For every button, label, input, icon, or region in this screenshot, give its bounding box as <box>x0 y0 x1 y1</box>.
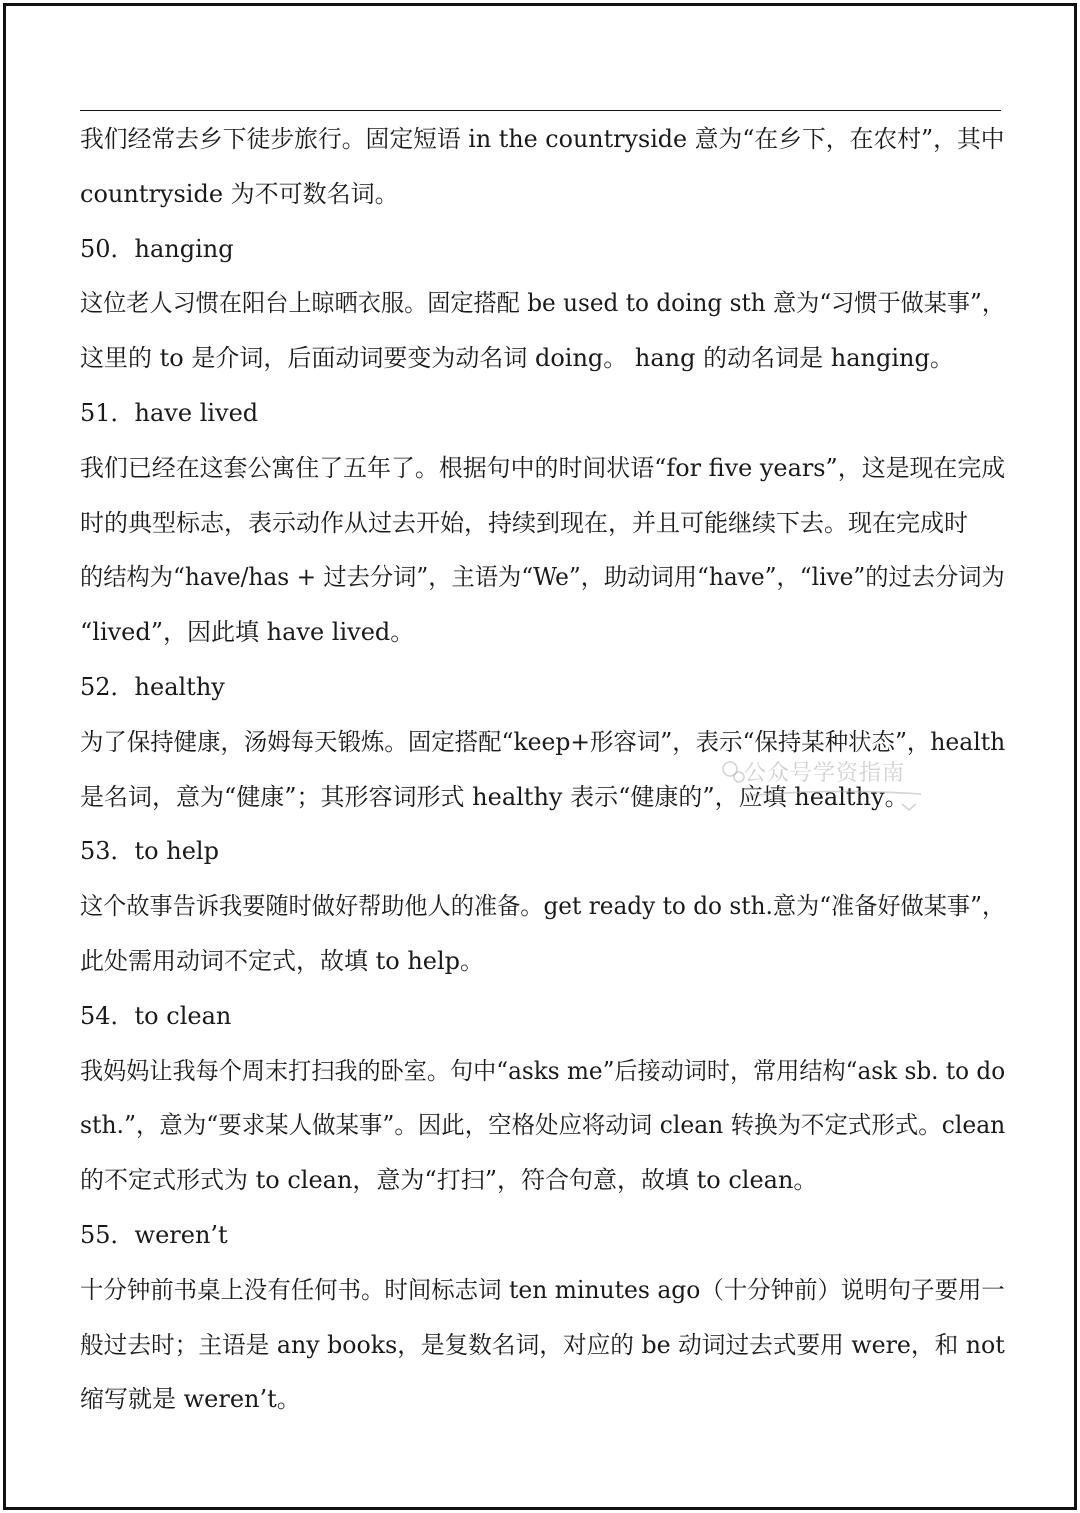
text-line: 我妈妈让我每个周末打扫我的卧室。句中“asks me”后接动词时，常用结构“ask sb. to do <box>80 1056 1006 1085</box>
text-line: 这里的 to 是介词，后面动词要变为动名词 doing。 hang 的动名词是 hanging。 <box>80 344 954 373</box>
text-line: “lived”，因此填 have lived。 <box>80 618 415 647</box>
answer-number-heading: 54．to clean <box>80 1001 232 1030</box>
watermark-text: 公众号学资指南 <box>744 761 906 786</box>
text-line: sth.”，意为“要求某人做某事”。因此，空格处应将动词 clean 转换为不定式形式。clean <box>80 1111 1006 1140</box>
text-line: 的不定式形式为 to clean，意为“打扫”，符合句意，故填 to clean。 <box>80 1166 818 1195</box>
answer-number-heading: 50．hanging <box>80 234 234 263</box>
text-line: 的结构为“have/has + 过去分词”，主语为“We”，助动词用“have”，“live”的过去分词为 <box>80 563 1005 592</box>
answer-number-heading: 55．weren’t <box>80 1220 228 1249</box>
text-line: 为了保持健康，汤姆每天锻炼。固定搭配“keep+形容词”，表示“保持某种状态”，health <box>80 727 1006 756</box>
text-line: 此处需用动词不定式，故填 to help。 <box>80 946 485 975</box>
text-line: 这位老人习惯在阳台上晾晒衣服。固定搭配 be used to doing sth 意为“习惯于做某事”， <box>80 289 1006 318</box>
text-line: 时的典型标志，表示动作从过去开始，持续到现在，并且可能继续下去。现在完成时 <box>80 508 968 537</box>
text-line: 我们经常去乡下徒步旅行。固定短语 in the countryside 意为“在乡下，在农村”，其中 <box>80 125 1005 153</box>
answer-number-heading: 51．have lived <box>80 398 259 427</box>
answer-number-heading: 52．healthy <box>80 672 225 701</box>
text-line: 般过去时；主语是 any books，是复数名词，对应的 be 动词过去式要用 were，和 not <box>80 1330 1005 1359</box>
text-line: 是名词，意为“健康”；其形容词形式 healthy 表示“健康的”，应填 healthy。 <box>80 782 909 811</box>
text-line: 这个故事告诉我要随时做好帮助他人的准备。get ready to do sth.意为“准备好做某事”， <box>80 892 1006 921</box>
text-line: 缩写就是 weren’t。 <box>80 1385 301 1414</box>
header-rule <box>80 110 1001 111</box>
text-line: 我们已经在这套公寓住了五年了。根据句中的时间状语“for five years”，这是现在完成 <box>80 453 1006 482</box>
text-line: 十分钟前书桌上没有任何书。时间标志词 ten minutes ago（十分钟前）说明句子要用一 <box>80 1275 1005 1304</box>
answer-number-heading: 53．to help <box>80 837 219 866</box>
answer-text-body <box>80 112 1005 1427</box>
text-line: countryside 为不可数名词。 <box>80 179 399 208</box>
